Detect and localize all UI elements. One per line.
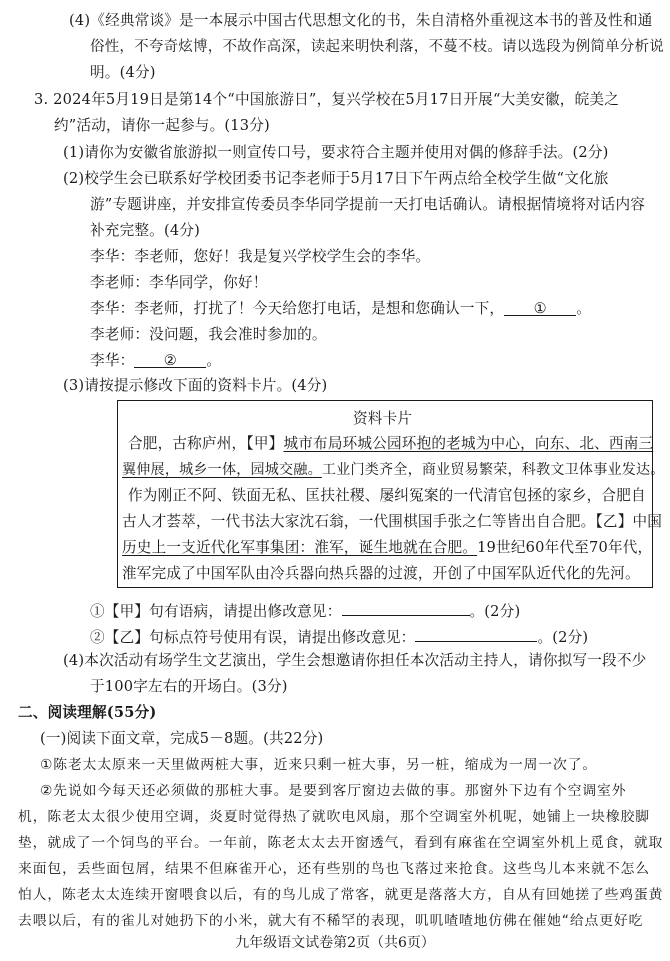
dialog-line-5 — [90, 352, 221, 370]
article-para-2-line-1: ②先说如今每天还必须做的那桩大事。是要到客厅窗边去做的事。那窗外下边有个空调室外 — [40, 783, 627, 799]
card-line-6: 淮军完成了中国军队由冷兵器向热兵器的过渡，开创了中国军队近代化的先河。 — [122, 565, 640, 582]
q4-line-1: (4)《经典常谈》是一本展示中国古代思想文化的书，朱自清格外重视这本书的普及性和通 — [69, 12, 653, 29]
section-2-1-stem: (一)阅读下面文章，完成5－8题。(共22分) — [40, 730, 324, 747]
q3-1: (1)请你为安徽省旅游拟一则宣传口号，要求符合主题并使用对偶的修辞手法。(2分) — [63, 144, 609, 161]
card-title: 资料卡片 — [353, 410, 413, 427]
fix-2-blank[interactable] — [415, 626, 537, 642]
card-line-4: 古人才荟萃，一代书法大家沈石翁，一代围棋国手张之仁等皆出自合肥。【乙】中国 — [122, 513, 663, 530]
card-line-5 — [122, 539, 652, 557]
page-footer: 九年级语文试卷第2页（共6页） — [235, 935, 435, 951]
article-para-1: ①陈老太太原来一天里做两桩大事，近来只剩一桩大事，另一桩，缩成为一周一次了。 — [40, 757, 598, 773]
card-line-5-b: 19世纪60年代至70年代， — [477, 539, 653, 556]
article-para-2-line-6: 去喂以后，有的雀儿对她扔下的小米，就大有不稀罕的表现，叽叽喳喳地仿佛在催她“给点更好吃 — [18, 913, 644, 929]
q3-stem-line-2: 约”活动，请你一起参与。(13分) — [54, 117, 270, 134]
q3-2-line-3: 补充完整。(4分) — [90, 222, 201, 239]
fix-1 — [90, 600, 520, 621]
section-2-title: 二、阅读理解(55分) — [18, 704, 157, 721]
card-line-2 — [122, 461, 665, 479]
fix-1-text: ①【甲】句有语病，请提出修改意见： — [90, 603, 342, 620]
answer-blank-1[interactable]: ① — [504, 300, 576, 316]
q3-4-line-2: 于100字左右的开场白。(3分) — [90, 678, 288, 695]
article-para-2-line-2: 机，陈老太太很少使用空调，炎夏时觉得热了就吹电风扇，那个空调室外机呢，她铺上一块橡胶脚 — [18, 809, 650, 825]
q3-4-line-1: (4)本次活动有场学生文艺演出，学生会想邀请你担任本次活动主持人，请你拟写一段不少 — [63, 652, 647, 669]
q4-line-2: 俗性，不夸奇炫博，不故作高深，读起来明快利落，不蔓不枝。请以选段为例简单分析说 — [90, 39, 664, 55]
answer-blank-2[interactable]: ② — [134, 352, 206, 368]
article-para-2-line-3: 垫，就成了一个饲鸟的平台。一年前，陈老太太去开窗透气，看到有麻雀在空调室外机上觅食，就取 — [18, 835, 664, 851]
fix-1-end: 。(2分) — [469, 603, 521, 620]
q3-2-line-1: (2)校学生会已联系好学校团委书记李老师于5月17日下午两点给全校学生做“文化旅 — [63, 170, 609, 187]
q4-line-3: 明。(4分) — [90, 64, 156, 81]
sentence-yi: 历史上一支近代化军事集团：淮军，诞生地就在合肥。 — [122, 539, 478, 556]
period-1: 。 — [576, 300, 592, 317]
dialog-line-3 — [90, 300, 591, 318]
article-para-2-line-5: 怕人，陈老太太连续开窗喂食以后，有的鸟儿成了常客，就更是落落大方，自从有回她搓了些鸡蛋黄 — [18, 887, 664, 903]
q3-3: (3)请按提示修改下面的资料卡片。(4分) — [63, 377, 328, 394]
fix-2-end: 。(2分) — [537, 629, 589, 646]
period-2: 。 — [206, 352, 222, 369]
dialog-line-5-text: 李华： — [90, 352, 135, 369]
fix-1-blank[interactable] — [342, 600, 470, 616]
q3-stem-line-1: 3. 2024年5月19日是第14个“中国旅游日”，复兴学校在5月17日开展“大美安徽，皖美之 — [34, 91, 619, 108]
card-line-1 — [128, 435, 653, 453]
fix-2-text: ②【乙】句标点符号使用有误，请提出修改意见： — [90, 629, 416, 646]
dialog-line-4: 李老师：没问题，我会准时参加的。 — [90, 326, 327, 343]
sentence-jia-part-1: 城市布局环城公园环抱的老城为中心，向东、北、西南三 — [283, 435, 654, 452]
card-line-3: 作为刚正不阿、铁面无私、匡扶社稷、屡纠冤案的一代清官包拯的家乡，合肥自 — [128, 487, 646, 504]
fix-2 — [90, 626, 588, 647]
sentence-jia-part-2: 翼伸展，城乡一体，园城交融。 — [122, 462, 322, 478]
article-para-2-line-4: 来面包，丢些面包屑，结果不但麻雀开心，还有些别的鸟也飞落过来抢食。这些鸟儿本来就不怎么 — [18, 861, 650, 877]
dialog-line-1: 李华：李老师，您好！我是复兴学校学生会的李华。 — [90, 248, 431, 265]
card-line-2-b: 工业门类齐全，商业贸易繁荣，科教文卫体事业发达。 — [321, 462, 665, 478]
dialog-line-3-text: 李华：李老师，打扰了！今天给您打电话，是想和您确认一下， — [90, 300, 505, 317]
card-line-1-a: 合肥，古称庐州，【甲】 — [128, 435, 284, 452]
dialog-line-2: 李老师：李华同学，你好！ — [90, 274, 268, 291]
q3-2-line-2: 游”专题讲座，并安排宣传委员李华同学提前一天打电话确认。请根据情境将对话内容 — [90, 196, 646, 213]
